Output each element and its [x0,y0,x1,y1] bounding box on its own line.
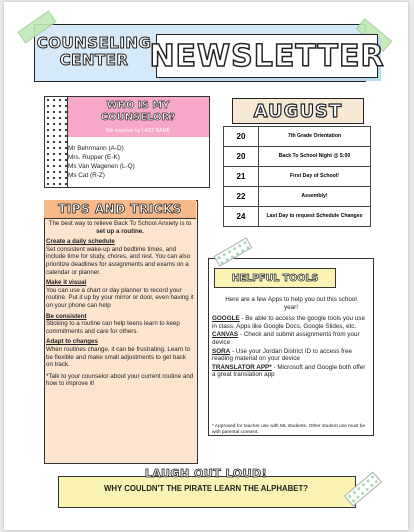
counselor-title-line-1: WHO IS MY [106,100,170,111]
tool-name: CANVAS [212,331,239,339]
event-name: Back To School Night @ 5:00 [259,147,371,167]
event-day: 22 [224,187,259,207]
tool-item [212,315,370,330]
august-calendar-table [223,126,371,227]
table-row [224,167,371,187]
table-row [224,147,371,167]
tool-desc: - Microsoft and Google both offer a great translation app [212,363,366,379]
tip-text: You can use a chart or day planner to record your routine. Put it up by your mirror or door, even having it on your phone can help [46,286,194,309]
tool-name: GOOGLE [212,315,240,323]
tip-heading: Make it visual [46,279,87,287]
event-day: 20 [224,127,259,147]
tips-title: TIPS AND TRICKS [58,202,182,216]
tip-heading: Create a daily schedule [46,238,115,246]
counselor-subtitle: We organize by LAST NAME [105,128,171,134]
tools-title: HELPFUL TOOLS [231,272,319,284]
counselor-title [70,100,206,124]
tool-desc: - Check and submit assignments from your device [212,331,360,346]
august-title: AUGUST [253,100,343,122]
tips-body [46,220,194,388]
tips-header [44,200,196,219]
event-day: 21 [224,167,259,187]
august-header [232,98,364,124]
tool-item [212,348,370,363]
tips-intro-text: The best way to relieve Back To School Anxiety is to [48,220,192,227]
table-row [224,187,371,207]
tip-text: When routines change, it can be frustrating. Learn to be flexible and make small adjustments to get back on track. [46,345,191,369]
event-day: 20 [224,147,259,167]
event-name: First Day of School! [259,167,371,187]
counselor-item: Ms Van Wagenen (L-Q) [68,163,135,170]
header-title-box [149,34,385,78]
tools-intro: Here are a few Apps to help you out this school year! [225,296,357,311]
tip-heading: Adapt to changes [46,338,98,346]
tool-desc: - Be able to access the google tools you use in class. Apps like Google Docs, Google Slides, etc. [212,315,365,330]
tip-text: Set consistent wake-up and bedtime times, and include time for study, chores, and rest. You can also prioritize deadlines for assignments and exams on a calendar or planner. [46,245,191,276]
laugh-title: LAUGH OUT LOUD! [144,466,268,480]
tools-note: * Approved for teacher use with ML students. Other student use must be with parental consent. [212,424,366,435]
page-title: NEWSLETTER [149,38,385,74]
event-name: Last Day to request Schedule Changes [259,207,371,227]
tools-body [212,296,370,380]
counselor-title-line-2: COUNSELOR? [100,112,176,123]
tips-closing: *Talk to your counselor about your current routine and how to improve it! [46,372,194,388]
table-row [224,127,371,147]
counselor-item: Mr Behrmann (A-D) [68,145,124,152]
table-row [224,207,371,227]
tool-item [212,331,370,346]
tool-name: TRANSLATOR APP* [212,363,272,371]
tip-text: Sticking to a routine can help teens learn to keep commitments and care for others. [46,320,180,335]
polka-stripe [45,97,68,187]
counselor-item: Mrs. Rupper (E-K) [68,154,120,161]
event-name: 7th Grade Orientation [259,127,371,147]
header-left-label [38,26,150,78]
tips-intro [46,220,194,235]
event-day: 24 [224,207,259,227]
tool-desc: - Use your Jordan District ID to access free reading material on your device [212,347,352,363]
tip-heading: Be consistent [46,312,87,320]
joke-question: WHY COULDN'T THE PIRATE LEARN THE ALPHABET? [104,484,308,493]
tips-intro-bold: set up a routine. [96,227,144,235]
event-name: Assembly! [259,187,371,207]
tools-header [214,268,336,288]
tool-item [212,364,370,379]
counselor-list [68,144,135,180]
tool-name: SORA [212,347,231,355]
header-line-1: COUNSELING [36,34,152,52]
counselor-item: Ms Cat (R-Z) [68,172,105,179]
header-line-2: CENTER [59,51,129,69]
laugh-header [120,466,292,480]
